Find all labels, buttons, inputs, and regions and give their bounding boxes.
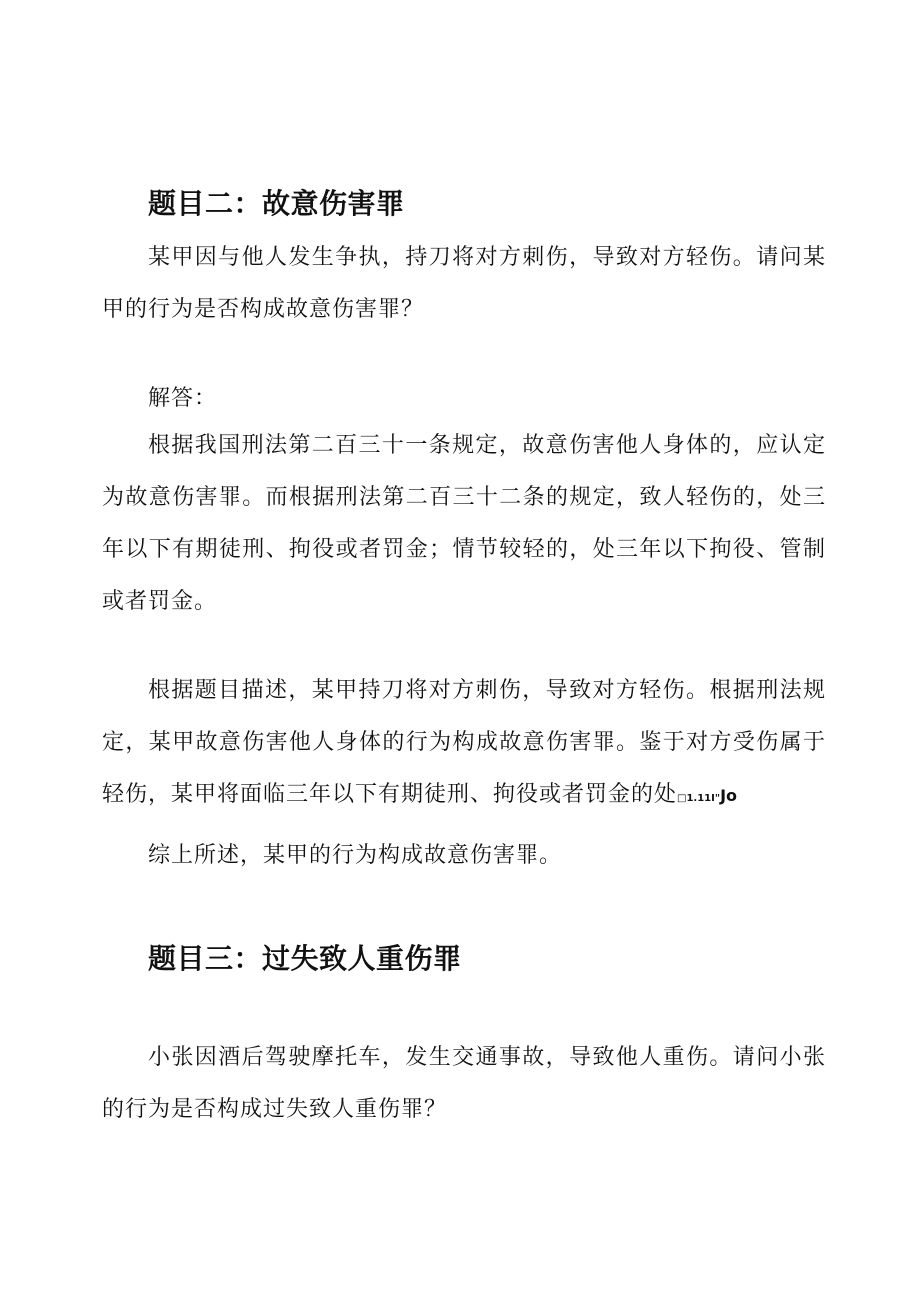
answer-label: 解答： [148,386,218,411]
question-paragraph-2: 某甲因与他人发生争执，持刀将对方刺伤，导致对方轻伤。请问某甲的行为是否构成故意伤害罪？ [102,245,826,322]
answer-paragraph-1: 根据我国刑法第二百三十一条规定，故意伤害他人身体的，应认定为故意伤害罪。而根据刑法第二百三十二条的规定，致人轻伤的，处三年以下有期徒刑、拘役或者罚金；情节较轻的，处三年以下拘役、管制或者罚金。 [102,433,826,614]
answer-paragraph-2 [102,665,826,825]
answer-paragraph-2-garbled-mark: □1.11I" [677,793,721,804]
conclusion-paragraph: 综上所述，某甲的行为构成故意伤害罪。 [148,843,563,868]
answer-paragraph-2-text: 根据题目描述，某甲持刀将对方刺伤，导致对方轻伤。根据刑法规定，某甲故意伤害他人身体的行为构成故意伤害罪。鉴于对方受伤属于轻伤，某甲将面临三年以下有期徒刑、拘役或者罚金的处 [102,678,826,807]
section-title-2: 题目二：故意伤害罪 [148,187,405,220]
question-paragraph-3: 小张因酒后驾驶摩托车，发生交通事故，导致他人重伤。请问小张的行为是否构成过失致人重伤罪？ [102,1045,826,1122]
answer-paragraph-2-garbled-end: Jo [720,786,738,805]
section-title-3: 题目三：过失致人重伤罪 [148,942,462,975]
